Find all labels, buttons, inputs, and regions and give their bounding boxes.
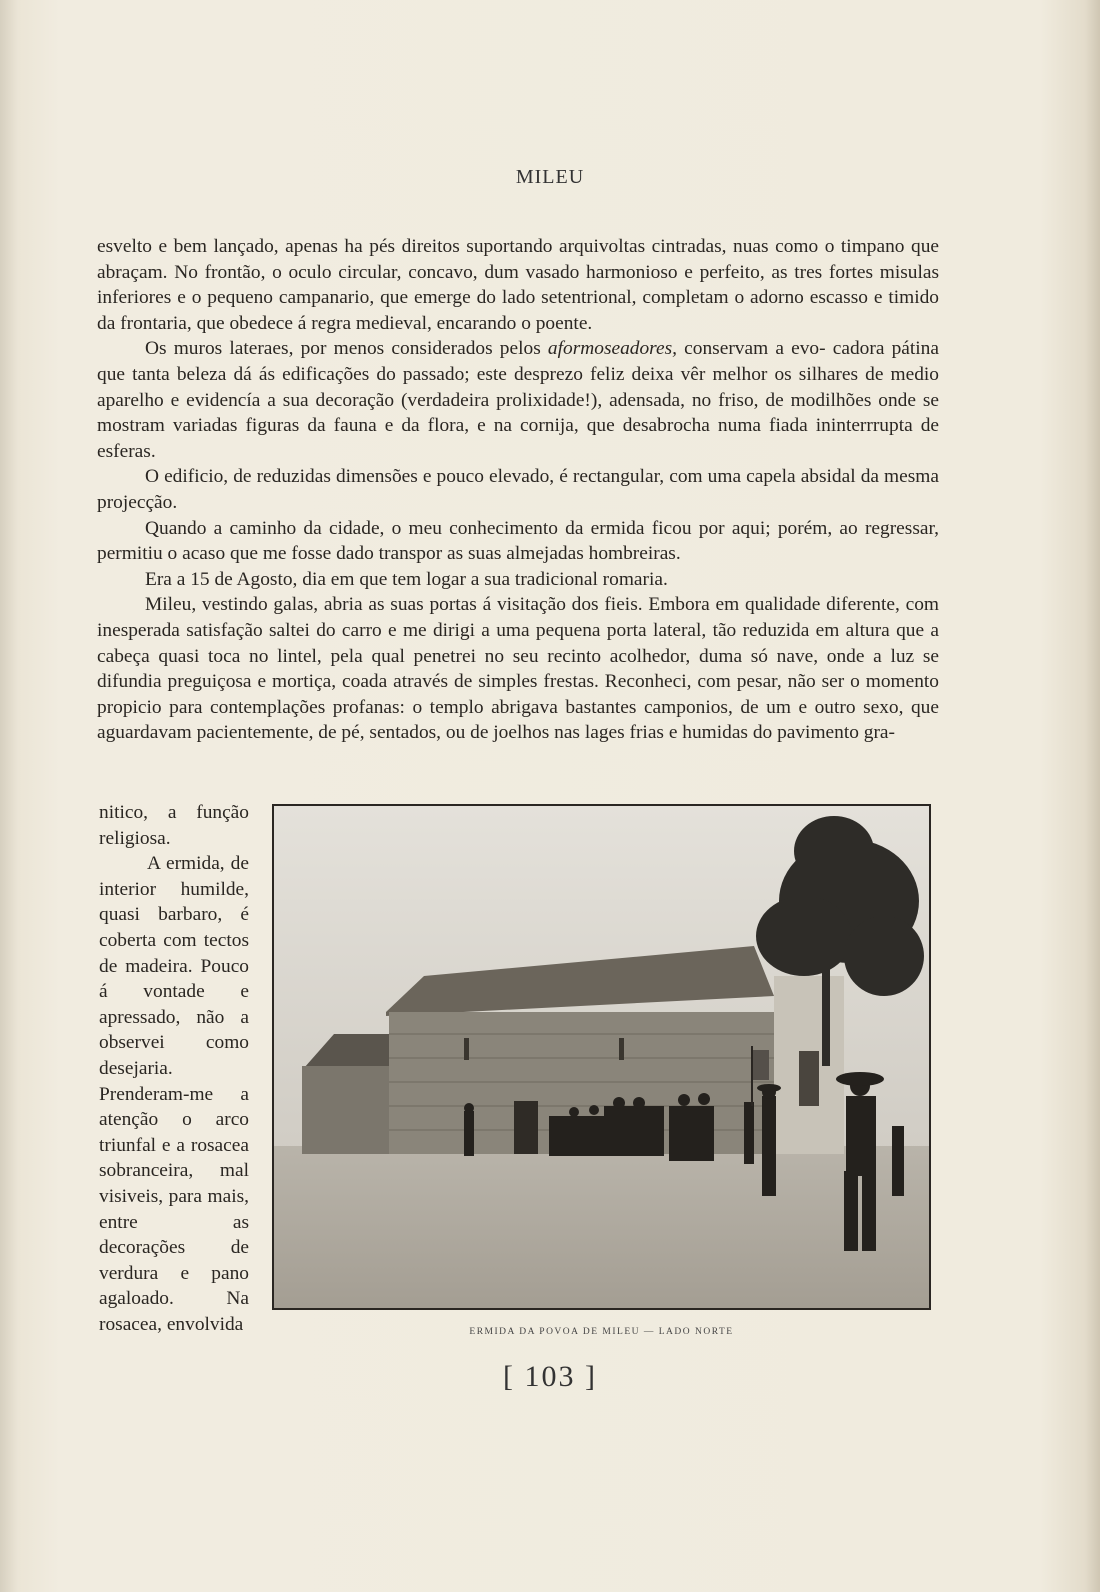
paragraph: esvelto e bem lançado, apenas ha pés direitos suportando arquivoltas cintradas, nuas como o timpano que abraçam. No frontão, o oculo circular, concavo, dum vasado harmonioso e perfeito, as tres fortes misulas inferiores e o pequeno campanario, que emerge do lado setentrional, completam o adorno escasso e timido da frontaria, que obedece á regra medieval, encarando o poente. bbox=[97, 236, 939, 334]
paragraph: nitico, a função religiosa. bbox=[99, 802, 249, 849]
paragraph: Mileu, vestindo galas, abria as suas portas á visitação dos fieis. Embora em qualidade diferente, com inesperada satisfação saltei do carro e me dirigi a uma pequena porta lateral, tão reduzida em altura que a cabeça quasi toca no lintel, pela qual penetrei no seu recinto acolhedor, duma só nave, onde a luz se difundia preguiçosa e mortiça, coada através de simples frestas. Reconheci, com pesar, não ser o momento propicio para contemplações profanas: o templo abrigava bastantes camponios, de um e outro sexo, que aguardavam pacientemente, de pé, sentados, ou de joelhos nas lages frias e humidas do pavimento gra- bbox=[97, 594, 939, 744]
paragraph: Era a 15 de Agosto, dia em que tem logar a sua tradicional romaria. bbox=[145, 568, 668, 590]
paragraph-continuation: cadora pátina que tanta beleza dá ás edificações do passado; este desprezo feliz deixa vêr melhor os silhares de medio aparelho e evidencía a sua decoração (verdadeira prolixidade!), adensada, no friso, de modilhões onde se mostram variadas figuras da fauna e da flora, e na cornija, que desabrocha numa fiada ininterrrupta de esferas. bbox=[97, 338, 939, 462]
paragraph-suffix: conservam a evo- bbox=[677, 338, 826, 360]
side-text-column bbox=[99, 800, 249, 1337]
chapel-photo-illustration bbox=[274, 806, 929, 1308]
paragraph: O edificio, de reduzidas dimensões e pouco elevado, é rectangular, com uma capela absidal da mesma projecção. bbox=[97, 466, 939, 513]
italic-term: aformoseadores, bbox=[547, 338, 678, 360]
main-text-block bbox=[97, 234, 939, 746]
paragraph-prefix: Os muros lateraes, por menos considerados pelos bbox=[145, 338, 548, 360]
paragraph bbox=[97, 336, 939, 464]
running-header: MILEU bbox=[515, 166, 585, 188]
figure-caption: ERMIDA DA POVOA DE MILEU — LADO NORTE bbox=[469, 1327, 734, 1337]
paragraph: A ermida, de interior humilde, quasi barbaro, é coberta com tectos de madeira. Pouco á vontade e apressado, não a observei como desejaria. Prenderam-me a atenção o arco triunfal e a rosacea sobranceira, mal visiveis, para mais, entre as decorações de verdura e pano agaloado. Na rosacea, envolvida bbox=[99, 853, 249, 1335]
chapel-photograph bbox=[272, 804, 931, 1310]
page-number: [ 103 ] bbox=[503, 1360, 597, 1393]
paragraph: Quando a caminho da cidade, o meu conhecimento da ermida ficou por aqui; porém, ao regressar, permitiu o acaso que me fosse dado transpor as suas almejadas hombreiras. bbox=[97, 517, 939, 565]
